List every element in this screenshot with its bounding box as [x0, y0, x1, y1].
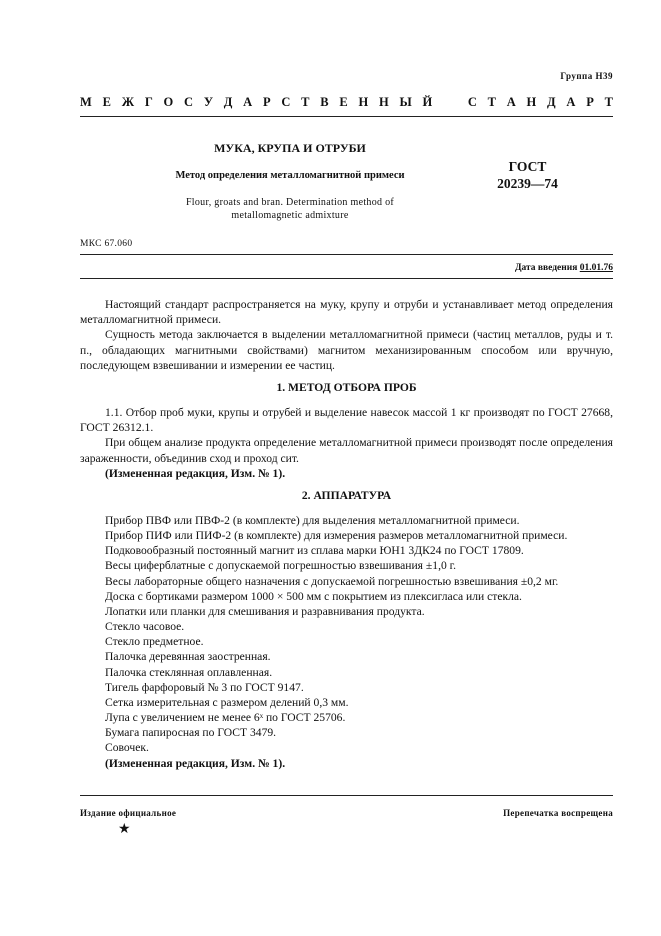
heading-letter: Ы — [399, 95, 412, 109]
heading-letter: Е — [339, 95, 348, 109]
heading-letter: Е — [102, 95, 111, 109]
heading-letter: Д — [223, 95, 233, 109]
document-title: МУКА, КРУПА И ОТРУБИ — [214, 141, 366, 155]
equipment-item: Палочка деревянная заостренная. — [105, 650, 271, 664]
introduction-date — [515, 263, 613, 273]
heading-letter: В — [320, 95, 329, 109]
official-edition-label: Издание официальное — [80, 808, 177, 818]
group-code: Группа Н39 — [560, 71, 613, 81]
heading-letter: Г — [144, 95, 153, 109]
document-subtitle: Метод определения металломагнитной примеси — [175, 170, 405, 181]
equipment-item: Лупа с увеличением не менее 6ˣ по ГОСТ 25706. — [105, 711, 346, 725]
english-title-line-1: Flour, groats and bran. Determination method of — [185, 197, 395, 208]
heading-letter: Н — [526, 95, 537, 109]
equipment-item: Подковообразный постоянный магнит из сплава марки ЮН1 3ДК24 по ГОСТ 17809. — [105, 544, 524, 558]
heading-letter: Ж — [121, 95, 135, 109]
equipment-item: Тигель фарфоровый № 3 по ГОСТ 9147. — [105, 680, 304, 694]
equipment-item: Доска с бортиками размером 1000 × 500 мм с покрытием из плексигласа или стекла. — [105, 589, 522, 603]
top-rule — [80, 116, 613, 117]
equipment-item: Палочка стеклянная оплавленная. — [105, 665, 273, 679]
equipment-item: Стекло часовое. — [105, 620, 185, 634]
header-rule — [80, 254, 613, 255]
equipment-item: Совочек. — [105, 741, 149, 755]
equipment-item: Сетка измерительная с размером делений 0,3 мм. — [105, 695, 349, 709]
heading-letter: Р — [262, 95, 271, 109]
equipment-item: Прибор ПВФ или ПВФ-2 (в комплекте) для выделения металломагнитной примеси. — [105, 514, 520, 527]
intro-paragraph-2: Сущность метода заключается в выделении металломагнитной примеси (частиц металлов, руды и т. п., обладающих магнитными свойствами) магнитом механизированным способом или вручную, последующем взвешивании и измерении ее частиц. — [80, 328, 613, 372]
date-value: 01.01.76 — [579, 263, 613, 273]
english-title — [160, 196, 420, 222]
heading-gap — [443, 95, 457, 110]
section-2-edition-note: (Измененная редакция, Изм. № 1). — [105, 756, 286, 770]
section-1-edition-note: (Измененная редакция, Изм. № 1). — [105, 466, 286, 480]
equipment-item: Бумага папиросная по ГОСТ 3479. — [105, 726, 277, 740]
equipment-item: Стекло предметное. — [105, 635, 204, 649]
heading-letter: У — [203, 95, 214, 109]
section-1-paragraph-2: При общем анализе продукта определение металломагнитной примеси производят после определения зараженности, объединив сход и проход сит. — [80, 436, 613, 465]
section-1-heading: 1. МЕТОД ОТБОРА ПРОБ — [276, 381, 417, 394]
standard-type-heading — [80, 95, 613, 110]
equipment-list — [105, 513, 621, 771]
gost-label: ГОСТ — [508, 159, 547, 174]
date-rule — [80, 278, 613, 279]
heading-letter: Й — [422, 95, 433, 109]
footer-rule — [80, 795, 613, 796]
reprint-prohibited-label: Перепечатка воспрещена — [503, 808, 613, 818]
intro-text — [80, 297, 613, 373]
equipment-item: Весы циферблатные с допускаемой погрешностью взвешивания ±1,0 г. — [105, 559, 457, 573]
star-icon: ★ — [118, 822, 131, 837]
intro-paragraph-1: Настоящий стандарт распространяется на муку, крупу и отруби и устанавливает метод определения металломагнитной примеси. — [80, 298, 613, 327]
section-1-paragraph-1: 1.1. Отбор проб муки, крупы и отрубей и выделение навесок массой 1 кг производят по ГОСТ 27668, ГОСТ 26312.1. — [80, 406, 613, 435]
heading-letter: А — [243, 95, 253, 109]
heading-letter: А — [566, 95, 576, 109]
mks-code: МКС 67.060 — [80, 239, 133, 249]
heading-letter: Т — [301, 95, 310, 109]
heading-letter: О — [163, 95, 174, 109]
heading-letter: Р — [586, 95, 594, 109]
heading-letter: Н — [358, 95, 369, 109]
gost-number: 20239—74 — [497, 176, 558, 191]
heading-letter: Н — [379, 95, 389, 109]
heading-letter: М — [80, 95, 92, 109]
heading-letter: Т — [604, 95, 613, 109]
section-1-text — [80, 405, 613, 481]
english-title-line-2: metallomagnetic admixture — [231, 210, 349, 221]
heading-letter: Т — [487, 95, 496, 109]
equipment-item: Прибор ПИФ или ПИФ-2 (в комплекте) для измерения размеров металломагнитной примеси. — [105, 529, 568, 543]
equipment-item: Весы лабораторные общего назначения с допускаемой погрешностью взвешивания ±0,2 мг. — [105, 574, 559, 588]
heading-letter: А — [506, 95, 516, 109]
heading-letter: С — [184, 95, 194, 109]
equipment-item: Лопатки или планки для смешивания и разравнивания продукта. — [105, 604, 425, 618]
heading-letter: С — [281, 95, 291, 109]
section-2-heading: 2. АППАРАТУРА — [301, 489, 392, 502]
date-label: Дата введения — [514, 263, 580, 273]
heading-letter: Д — [547, 95, 556, 109]
gost-designation — [485, 158, 570, 192]
heading-letter: С — [467, 95, 477, 109]
